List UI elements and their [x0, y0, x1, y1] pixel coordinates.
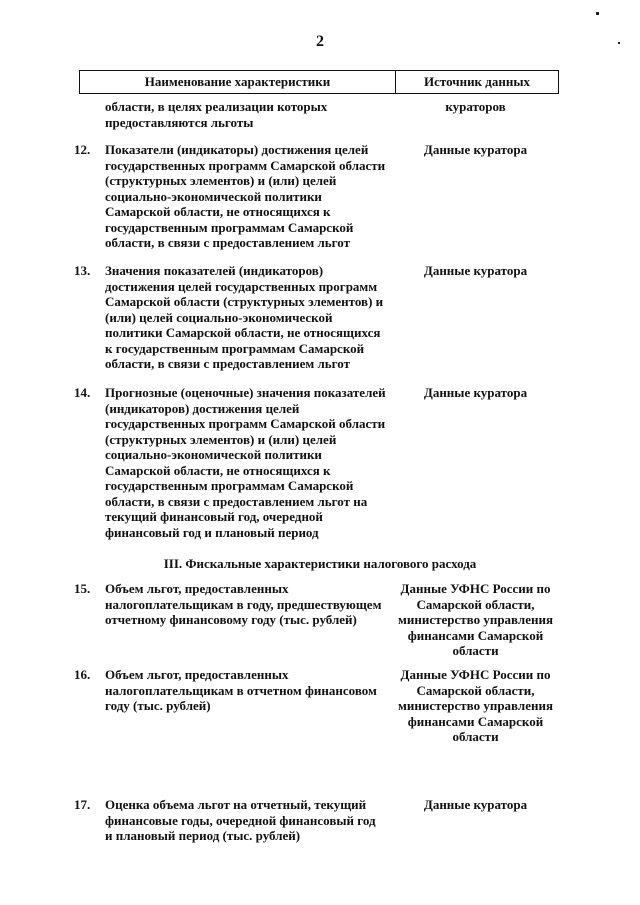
description-line: отчетному финансовому году (тыс. рублей) [105, 612, 357, 627]
description-line: политики Самарской области, не относящихся [105, 325, 381, 340]
section-title: III. Фискальные характеристики налогового расхода [163, 556, 477, 571]
source-line: финансами Самарской [407, 627, 544, 643]
description-line: Оценка объема льгот на отчетный, текущий [105, 797, 367, 812]
description-line: Самарской области, не относящихся к [105, 204, 331, 219]
row-source [398, 581, 553, 659]
scan-speck [596, 12, 599, 15]
source-line: Данные куратора [423, 142, 528, 157]
description-line: (индикаторов) достижения целей [105, 400, 300, 416]
row-description [105, 797, 397, 844]
row-description [105, 99, 397, 130]
description-line: (структурных элементов) и (или) целей [105, 173, 337, 188]
row-description [105, 385, 397, 540]
description-line: государственных программ Самарской области [105, 157, 386, 173]
row-number: 12. [74, 142, 91, 157]
description-line: области, в связи с предоставлением льгот на [105, 493, 368, 509]
column-header-source: Источник данных [423, 74, 531, 89]
description-line: области, в связи с предоставлением льгот [105, 235, 350, 250]
row-source [398, 385, 553, 401]
description-line: области, в целях реализации которых [105, 99, 328, 114]
description-line: году (тыс. рублей) [105, 698, 211, 713]
row-source [398, 667, 553, 745]
row-source [398, 142, 553, 158]
row-description [105, 667, 397, 714]
description-line: предоставляются льготы [105, 114, 254, 130]
row-source [398, 263, 553, 279]
description-line: Прогнозные (оценочные) значения показателей [105, 385, 386, 400]
description-line: Показатели (индикаторы) достижения целей [105, 142, 369, 157]
description-line: государственным программам Самарской [105, 478, 354, 493]
source-line: министерство управления [398, 698, 553, 713]
table-header [79, 70, 559, 94]
description-line: (или) целей социально-экономической [105, 309, 333, 325]
description-line: финансовый год и плановый период [105, 524, 319, 540]
description-line: Значения показателей (индикаторов) [105, 263, 324, 278]
description-line: государственным программам Самарской [105, 219, 354, 235]
source-line: кураторов [445, 99, 506, 114]
description-line: Объем льгот, предоставленных [105, 581, 289, 596]
row-number: 16. [74, 667, 91, 682]
description-line: (структурных элементов) и (или) целей [105, 431, 337, 447]
source-line: Самарской области, [416, 596, 535, 612]
source-line: Данные УФНС России по [400, 667, 551, 682]
description-line: социально-экономической политики [105, 447, 322, 462]
row-description [105, 263, 397, 372]
description-line: налогоплательщикам в отчетном финансовом [105, 682, 377, 698]
source-line: Данные куратора [423, 263, 528, 278]
description-line: Самарской области (структурных элементов) и [105, 294, 384, 309]
source-line: министерство управления [398, 612, 553, 627]
description-line: Объем льгот, предоставленных [105, 667, 289, 682]
row-description [105, 142, 397, 251]
source-line: Данные куратора [423, 797, 528, 812]
source-line: финансами Самарской [407, 713, 544, 729]
description-line: социально-экономической политики [105, 188, 322, 204]
row-source [398, 797, 553, 813]
source-line: области [452, 729, 499, 744]
description-line: достижения целей государственных программ [105, 278, 378, 294]
row-number: 13. [74, 263, 91, 278]
scan-speck [618, 42, 620, 44]
description-line: государственных программ Самарской области [105, 416, 386, 431]
row-source [398, 99, 553, 115]
description-line: Самарской области, не относящихся к [105, 462, 331, 478]
description-line: области, в связи с предоставлением льгот [105, 356, 350, 371]
description-line: и плановый период (тыс. рублей) [105, 828, 301, 843]
source-line: области [452, 643, 499, 658]
source-line: Самарской области, [416, 682, 535, 698]
description-line: текущий финансовый год, очередной [105, 509, 323, 524]
description-line: финансовые годы, очередной финансовый год [105, 812, 376, 828]
source-line: Данные куратора [423, 385, 528, 400]
page-number: 2 [316, 33, 324, 50]
row-number: 14. [74, 385, 91, 400]
row-description [105, 581, 397, 628]
source-line: Данные УФНС России по [400, 581, 551, 596]
description-line: к государственным программам Самарской [105, 340, 365, 356]
description-line: налогоплательщикам в году, предшествующем [105, 596, 382, 612]
column-header-name: Наименование характеристики [80, 71, 396, 93]
row-number: 17. [74, 797, 91, 812]
row-number: 15. [74, 581, 91, 596]
